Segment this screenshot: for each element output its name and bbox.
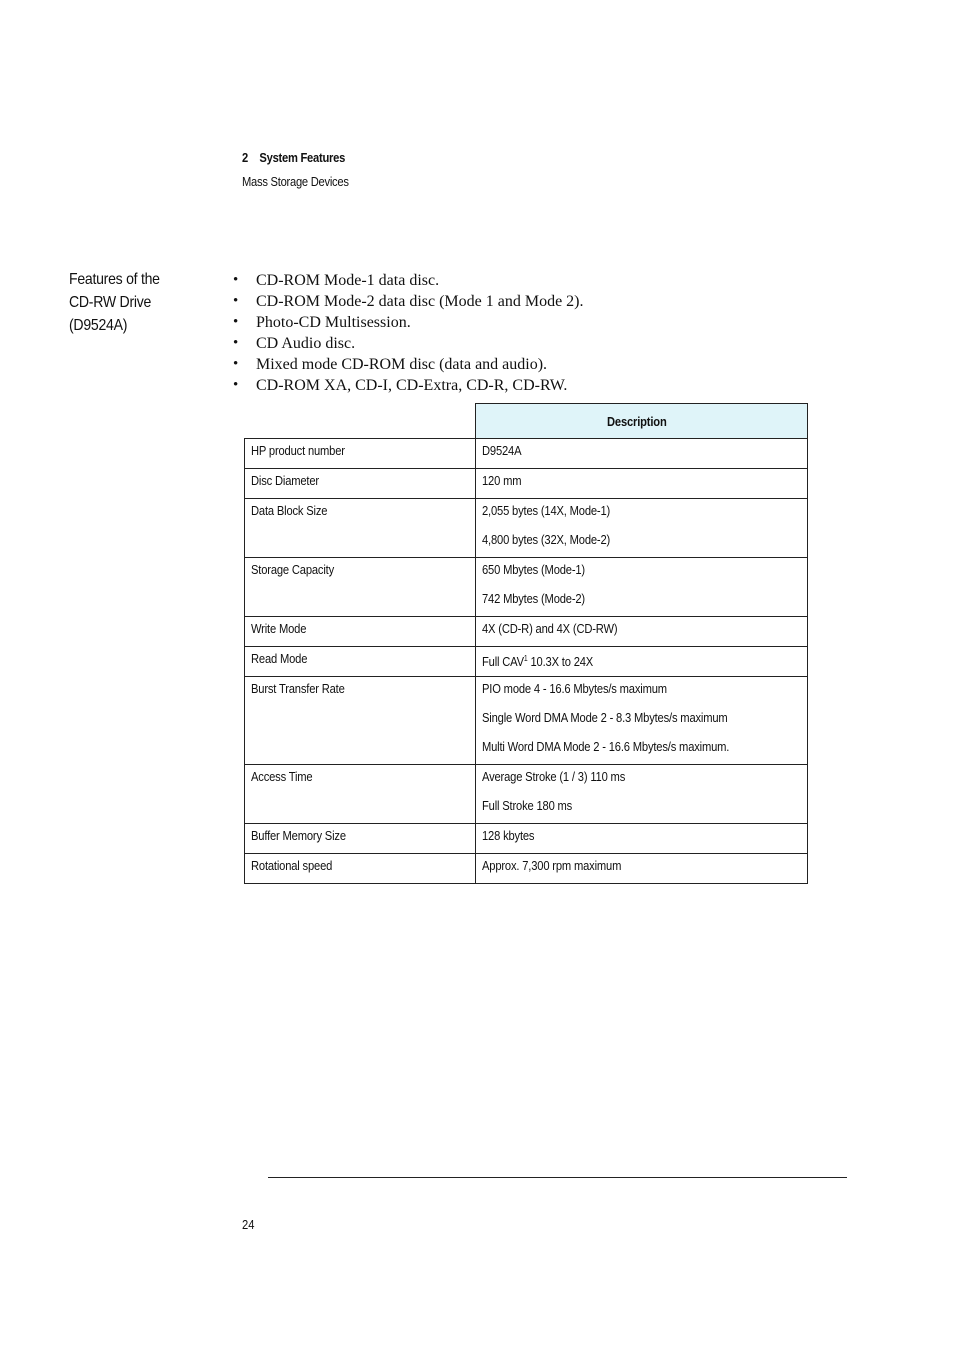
row-label-cell [245, 647, 476, 677]
list-item [232, 375, 584, 396]
row-value-text: Full Stroke 180 ms [482, 798, 573, 813]
row-value-text: 742 Mbytes (Mode-2) [482, 591, 585, 606]
bullet-icon: • [233, 314, 239, 330]
row-label-cell [245, 824, 476, 854]
feature-list [232, 270, 584, 396]
list-item [232, 312, 584, 333]
row-value-suffix: 10.3X to 24X [527, 654, 594, 669]
row-value [482, 587, 585, 611]
table-row [245, 854, 808, 884]
row-label: Write Mode [251, 621, 307, 636]
row-label-cell [245, 499, 476, 558]
row-label: Rotational speed [251, 858, 333, 873]
list-item-text: CD-ROM Mode-1 data disc. [256, 272, 440, 289]
list-item-text: Photo-CD Multisession. [256, 314, 411, 331]
table-row [245, 558, 808, 617]
chapter-number: 2 [242, 150, 248, 165]
row-label-cell [245, 439, 476, 469]
row-label-cell [245, 854, 476, 884]
row-label: Data Block Size [251, 503, 328, 518]
row-value [482, 528, 610, 552]
row-value [482, 854, 621, 878]
row-label: Disc Diameter [251, 473, 319, 488]
row-value [482, 824, 534, 848]
page-number: 24 [242, 1217, 255, 1232]
row-value-text: Multi Word DMA Mode 2 - 16.6 Mbytes/s maximum. [482, 739, 730, 754]
side-title-line: CD-RW Drive [69, 294, 152, 311]
table-header-description [476, 404, 808, 439]
row-value-cell [476, 469, 808, 499]
list-item [232, 270, 584, 291]
bullet-icon: • [233, 356, 239, 372]
bullet-icon: • [233, 272, 239, 288]
chapter-heading [242, 150, 345, 165]
list-item-text: CD-ROM Mode-2 data disc (Mode 1 and Mode 2). [256, 293, 584, 310]
row-value [482, 469, 521, 493]
row-label-cell [245, 765, 476, 824]
footnote-marker: 1 [523, 654, 528, 663]
row-label-cell [245, 558, 476, 617]
table-header-row [245, 404, 808, 439]
row-value [482, 706, 728, 730]
list-item-text: Mixed mode CD-ROM disc (data and audio). [256, 356, 548, 373]
row-value-text: 2,055 bytes (14X, Mode-1) [482, 503, 611, 518]
table-header-label: Description [606, 413, 667, 429]
row-value-cell [476, 558, 808, 617]
list-item [232, 291, 584, 312]
row-value [482, 558, 585, 582]
list-item-text: CD-ROM XA, CD-I, CD-Extra, CD-R, CD-RW. [256, 377, 568, 394]
row-value-text: 128 kbytes [482, 828, 535, 843]
row-label: Read Mode [251, 651, 308, 666]
row-label-cell [245, 617, 476, 647]
side-title-line: (D9524A) [69, 317, 128, 334]
row-value [482, 647, 593, 674]
bullet-icon: • [233, 377, 239, 393]
row-value-cell [476, 677, 808, 765]
row-value [482, 765, 625, 789]
table-row [245, 617, 808, 647]
table-row [245, 677, 808, 765]
row-value-text: PIO mode 4 - 16.6 Mbytes/s maximum [482, 681, 667, 696]
list-item-text: CD Audio disc. [256, 335, 356, 352]
row-value-text: Single Word DMA Mode 2 - 8.3 Mbytes/s maximum [482, 710, 728, 725]
chapter-title: System Features [259, 150, 346, 165]
bullet-icon: • [233, 335, 239, 351]
row-label-cell [245, 677, 476, 765]
row-value [482, 617, 617, 641]
row-label: Storage Capacity [251, 562, 335, 577]
row-value-cell [476, 617, 808, 647]
table-row [245, 824, 808, 854]
spec-table [244, 403, 808, 884]
row-value-text: 4,800 bytes (32X, Mode-2) [482, 532, 611, 547]
list-item [232, 333, 584, 354]
row-value [482, 439, 521, 463]
row-value-cell [476, 765, 808, 824]
row-value-cell [476, 854, 808, 884]
row-label: Buffer Memory Size [251, 828, 346, 843]
row-value [482, 499, 610, 523]
table-header-blank [245, 404, 476, 439]
row-value-text: Average Stroke (1 / 3) 110 ms [482, 769, 626, 784]
row-value-text: Approx. 7,300 rpm maximum [482, 858, 622, 873]
row-value-cell [476, 499, 808, 558]
row-label-cell [245, 469, 476, 499]
table-row [245, 499, 808, 558]
bullet-icon: • [233, 293, 239, 309]
row-value-cell [476, 824, 808, 854]
row-label: Access Time [251, 769, 313, 784]
footer-rule [268, 1177, 847, 1178]
list-item [232, 354, 584, 375]
row-value-text: 4X (CD-R) and 4X (CD-RW) [482, 621, 618, 636]
section-heading: Mass Storage Devices [242, 174, 349, 189]
row-value [482, 794, 572, 818]
table-row [245, 439, 808, 469]
row-value-cell [476, 647, 808, 677]
row-value-text: 120 mm [482, 473, 522, 488]
row-label: HP product number [251, 443, 345, 458]
row-value [482, 735, 729, 759]
row-value [482, 677, 667, 701]
row-value-text: 650 Mbytes (Mode-1) [482, 562, 585, 577]
side-title [69, 268, 201, 337]
side-title-line: Features of the [69, 271, 160, 288]
table-row [245, 469, 808, 499]
table-row [245, 765, 808, 824]
row-value-cell [476, 439, 808, 469]
table-row [245, 647, 808, 677]
row-label: Burst Transfer Rate [251, 681, 345, 696]
row-value-text: D9524A [482, 443, 522, 458]
row-value-text: Full CAV [482, 654, 524, 669]
